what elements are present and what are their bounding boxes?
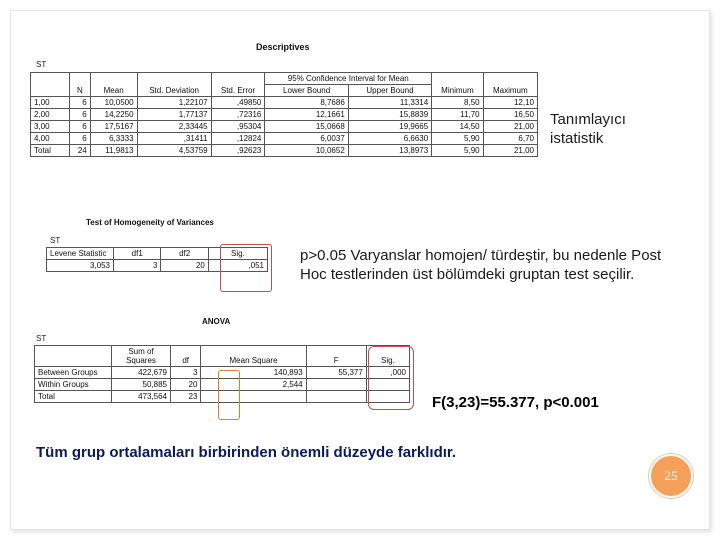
descriptives-var-label: ST (36, 60, 47, 69)
descriptives-table (30, 72, 538, 157)
col-levene: Levene Statistic (47, 248, 114, 260)
note-levene: p>0.05 Varyanslar homojen/ türdeştir, bu nedenle Post Hoc testlerinden üst bölümdeki gruptan test seçilir. (300, 247, 662, 283)
col-lower: Lower Bound (265, 85, 348, 97)
col-upper: Upper Bound (348, 85, 431, 97)
table-row: Total 473,564 23 (35, 391, 410, 403)
table-row: 4,00 6 6,3333 ,31411 ,12824 6,0037 6,6630 5,90 6,70 (31, 133, 538, 145)
table-row: Within Groups 50,885 20 2,544 (35, 379, 410, 391)
table-row: 2,00 6 14,2250 1,77137 ,72316 12,1661 15,8839 11,70 16,50 (31, 109, 538, 121)
col-ss: Sum of Squares (112, 346, 171, 367)
col-sd: Std. Deviation (137, 73, 211, 97)
descriptives-title: Descriptives (256, 42, 310, 52)
homogeneity-var-label: ST (50, 236, 61, 245)
table-row: 3,053 3 20 ,051 (47, 260, 268, 272)
anova-var-label: ST (36, 334, 47, 343)
col-n: N (70, 73, 91, 97)
col-ms: Mean Square (201, 346, 306, 367)
table-row: Between Groups 422,679 3 140,893 55,377 ,000 (35, 367, 410, 379)
anova-title: ANOVA (202, 317, 231, 326)
sig-highlight-box (220, 244, 272, 292)
col-f: F (306, 346, 366, 367)
table-row: 1,00 6 10,0500 1,22107 ,49850 8,7686 11,3314 8,50 12,10 (31, 97, 538, 109)
homogeneity-title: Test of Homogeneity of Variances (86, 218, 214, 227)
col-df1: df1 (114, 248, 161, 260)
col-ci-group: 95% Confidence Interval for Mean (265, 73, 432, 85)
anova-sig-highlight-box (368, 346, 414, 410)
col-max: Maximum (483, 73, 537, 97)
note-descriptive: Tanımlayıcı istatistik (550, 111, 626, 147)
col-df2: df2 (161, 248, 208, 260)
note-fstat: F(3,23)=55.377, p<0.001 (432, 394, 599, 411)
df-highlight-box (218, 370, 240, 420)
col-df: df (171, 346, 201, 367)
col-mean: Mean (90, 73, 137, 97)
table-row: 3,00 6 17,5167 2,33445 ,95304 15,0668 19,9665 14,50 21,00 (31, 121, 538, 133)
table-row: Total 24 11,9813 4,53759 ,92623 10,0652 13,8973 5,90 21,00 (31, 145, 538, 157)
note-conclusion: Tüm grup ortalamaları birbirinden önemli düzeyde farklıdır. (36, 444, 457, 461)
col-sig: Sig. (208, 248, 267, 260)
slide-number-badge: 25 (649, 454, 693, 498)
col-min: Minimum (432, 73, 483, 97)
col-se: Std. Error (211, 73, 265, 97)
col-sig: Sig. (366, 346, 409, 367)
